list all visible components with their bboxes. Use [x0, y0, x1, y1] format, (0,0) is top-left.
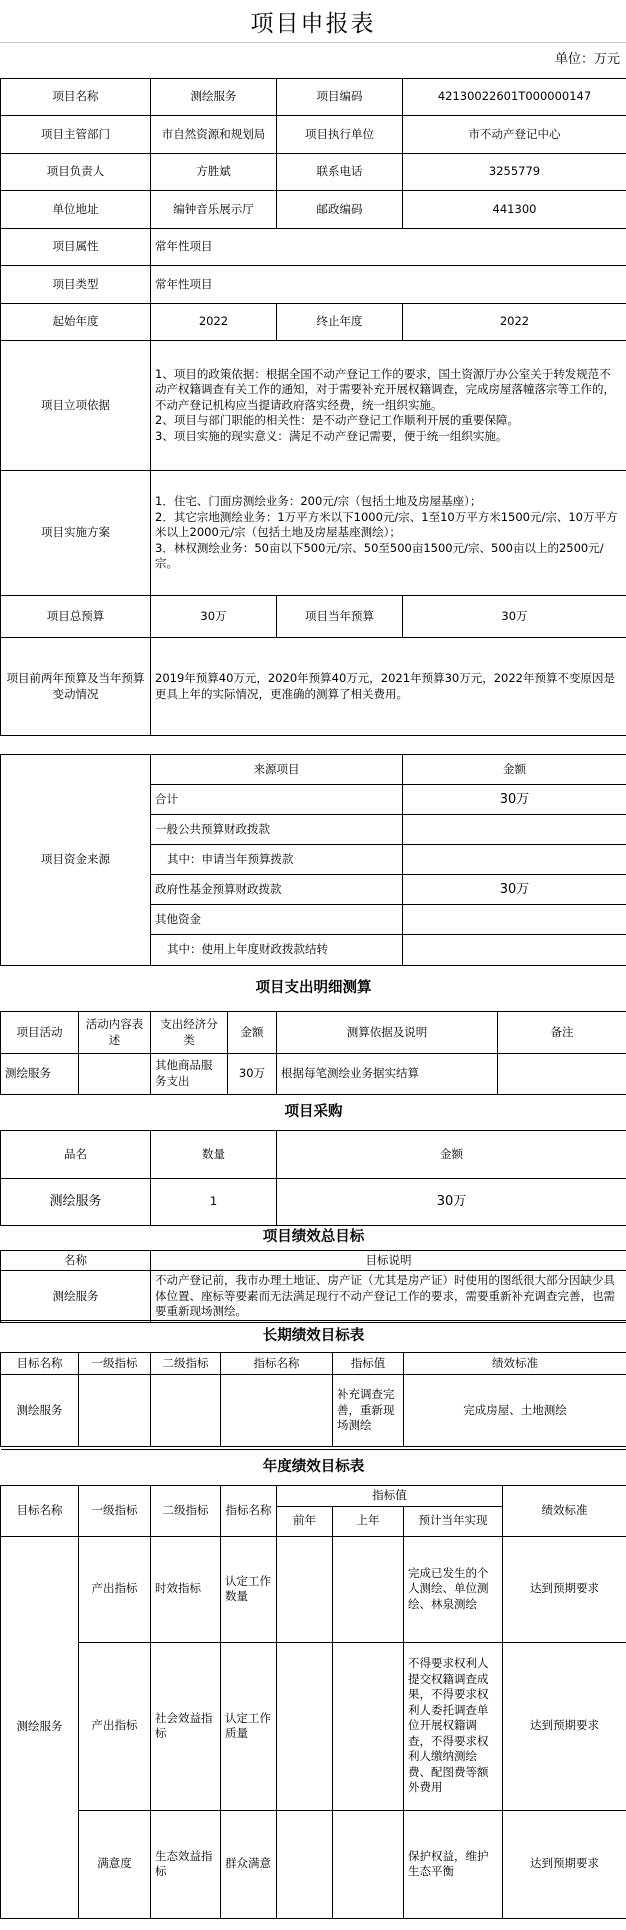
- leader-label: 项目负责人: [1, 154, 151, 191]
- annual-goal-section-title: 年度绩效目标表: [1, 1450, 626, 1486]
- funding-row-amount: [403, 935, 626, 966]
- annual-cell: [277, 1810, 333, 1918]
- goal-header: 名称: [1, 1250, 151, 1271]
- annual-cell: 群众满意: [221, 1810, 277, 1918]
- annual-cell: 完成已发生的个人测绘、单位测绘、林泉测绘: [404, 1536, 503, 1642]
- annual-cell: 时效指标: [151, 1536, 221, 1642]
- long-goal-header: 指标值: [333, 1353, 404, 1375]
- funding-col-source: 来源项目: [151, 755, 403, 785]
- basis-line: 1、项目的政策依据：根据全国不动产登记工作的要求，国土资源厅办公室关于转发规范不动产权籍调查有关工作的通知，对于需要补充开展权籍调查，完成房屋落幢落宗等工作的，不动产登记机构应当提请政府落实经费，统一组织实施。: [155, 366, 615, 412]
- plan-line: 2．其它宗地测绘业务：1万平方米以下1000元/宗、1至10万平方米1500元/宗、10万平方米以上2000元/宗（包括土地及房屋基座测绘）；: [155, 509, 618, 540]
- type-value: 常年性项目: [151, 266, 626, 304]
- plan-text: [151, 471, 626, 596]
- annual-cell: 达到预期要求: [503, 1810, 626, 1918]
- total-budget-value: 30万: [151, 596, 277, 638]
- annual-cell: [277, 1536, 333, 1642]
- attr-label: 项目属性: [1, 229, 151, 266]
- purchase-table: [0, 1094, 626, 1226]
- unit-label: 单位：万元: [554, 52, 620, 67]
- basis-line: 3、项目实施的现实意义：满足不动产登记需要，便于统一组织实施。: [155, 428, 508, 443]
- long-goal-header: 目标名称: [1, 1353, 79, 1375]
- purchase-cell: 测绘服务: [1, 1179, 151, 1226]
- funding-row-amount: [403, 845, 626, 875]
- annual-cell: 达到预期要求: [503, 1642, 626, 1810]
- address-label: 单位地址: [1, 191, 151, 229]
- funding-row-name: 其中：申请当年预算拨款: [151, 845, 403, 875]
- plan-line: 3．林权测绘业务：50亩以下500元/宗、50至500亩1500元/宗、500亩以上的2500元/宗。: [155, 540, 604, 571]
- long-goal-section-title: 长期绩效目标表: [1, 1321, 626, 1353]
- annual-cell: 产出指标: [79, 1536, 151, 1642]
- expense-section-title: 项目支出明细测算: [1, 966, 626, 1012]
- goal-table: [0, 1225, 626, 1323]
- expense-cell: [79, 1054, 151, 1095]
- phone-label: 联系电话: [277, 154, 403, 191]
- funding-row-name: 其他资金: [151, 905, 403, 935]
- long-goal-cell: 测绘服务: [1, 1375, 79, 1447]
- year-budget-label: 项目当年预算: [277, 596, 403, 638]
- type-label: 项目类型: [1, 266, 151, 304]
- goal-text: 不动产登记前，我市办理土地证、房产证（尤其是房产证）时使用的图纸很大部分因缺少具体位置、座标等要素而无法满足现行不动产登记工作的要求，需要重新补充调查完善，也需要重新现场测绘。: [151, 1271, 626, 1323]
- funding-col-amount: 金额: [403, 755, 626, 785]
- expense-header: 项目活动: [1, 1012, 79, 1054]
- expense-header: 活动内容表述: [79, 1012, 151, 1054]
- annual-cell: [333, 1642, 404, 1810]
- dept-value: 市自然资源和规划局: [151, 116, 277, 154]
- purchase-header: 品名: [1, 1131, 151, 1179]
- expense-cell: [498, 1054, 626, 1095]
- long-goal-cell: 补充调查完善，重新现场测绘: [333, 1375, 404, 1447]
- long-goal-cell: 完成房屋、土地测绘: [404, 1375, 626, 1447]
- expense-header: 支出经济分类: [151, 1012, 228, 1054]
- plan-line: 1．住宅、门面房测绘业务：200元/宗（包括土地及房屋基座）；: [155, 494, 482, 509]
- expense-cell: 根据每笔测绘业务据实结算: [277, 1054, 498, 1095]
- annual-cell: [333, 1536, 404, 1642]
- long-goal-cell: [151, 1375, 221, 1447]
- basis-line: 2、项目与部门职能的相关性：是不动产登记工作顺利开展的重要保障。: [155, 413, 519, 428]
- basis-text: [151, 341, 626, 471]
- expense-header: 测算依据及说明: [277, 1012, 498, 1054]
- project-name-value: 测绘服务: [151, 79, 277, 116]
- project-code-label: 项目编码: [277, 79, 403, 116]
- project-name-label: 项目名称: [1, 79, 151, 116]
- start-year-label: 起始年度: [1, 304, 151, 341]
- zip-label: 邮政编码: [277, 191, 403, 229]
- annual-header-expect: 预计当年实现: [404, 1506, 503, 1536]
- expense-header: 备注: [498, 1012, 626, 1054]
- annual-header-l2: 二级指标: [151, 1486, 221, 1537]
- long-goal-header: 指标名称: [221, 1353, 333, 1375]
- annual-cell: 保护权益，维护生态平衡: [404, 1810, 503, 1918]
- year-budget-value: 30万: [403, 596, 626, 638]
- change-label: 项目前两年预算及当年预算变动情况: [1, 638, 151, 736]
- funding-row-amount: [403, 905, 626, 935]
- dept-label: 项目主管部门: [1, 116, 151, 154]
- basis-label: 项目立项依据: [1, 341, 151, 471]
- long-goal-cell: [221, 1375, 333, 1447]
- annual-cell: 认定工作数量: [221, 1536, 277, 1642]
- annual-cell: 达到预期要求: [503, 1536, 626, 1642]
- goal-header: 目标说明: [151, 1250, 626, 1271]
- funding-row-name: 政府性基金预算财政拨款: [151, 875, 403, 905]
- plan-label: 项目实施方案: [1, 471, 151, 596]
- start-year-value: 2022: [151, 304, 277, 341]
- funding-row-name: 合计: [151, 785, 403, 815]
- funding-row-name: 其中：使用上年度财政拨款结转: [151, 935, 403, 966]
- funding-row-amount: 30万: [403, 875, 626, 905]
- long-goal-header: 二级指标: [151, 1353, 221, 1375]
- end-year-label: 终止年度: [277, 304, 403, 341]
- page-title: 项目申报表: [0, 0, 626, 43]
- purchase-cell: 1: [151, 1179, 277, 1226]
- expense-cell: 测绘服务: [1, 1054, 79, 1095]
- annual-goal-table: [0, 1449, 626, 1919]
- address-value: 编钟音乐展示厅: [151, 191, 277, 229]
- expense-cell: 其他商品服务支出: [151, 1054, 228, 1095]
- attr-value: 常年性项目: [151, 229, 626, 266]
- long-goal-table: [0, 1320, 626, 1447]
- basic-info-table: [0, 78, 626, 736]
- annual-header-last: 上年: [333, 1506, 404, 1536]
- funding-row-amount: 30万: [403, 785, 626, 815]
- change-text: 2019年预算40万元，2020年预算40万元，2021年预算30万元，2022年预算不变原因是更具上年的实际情况，更准确的测算了相关费用。: [151, 638, 626, 736]
- purchase-header: 数量: [151, 1131, 277, 1179]
- long-goal-header: 绩效标准: [404, 1353, 626, 1375]
- purchase-cell: 30万: [277, 1179, 626, 1226]
- annual-cell: [277, 1642, 333, 1810]
- annual-cell: [333, 1810, 404, 1918]
- goal-section-title: 项目绩效总目标: [1, 1226, 626, 1251]
- annual-header-indicator: 指标名称: [221, 1486, 277, 1537]
- annual-header-name: 目标名称: [1, 1486, 79, 1537]
- expense-header: 金额: [228, 1012, 277, 1054]
- exec-unit-value: 市不动产登记中心: [403, 116, 626, 154]
- long-goal-header: 一级指标: [79, 1353, 151, 1375]
- leader-value: 方胜斌: [151, 154, 277, 191]
- project-code-value: 42130022601T000000147: [403, 79, 626, 116]
- annual-cell: 认定工作质量: [221, 1642, 277, 1810]
- expense-cell: 30万: [228, 1054, 277, 1095]
- purchase-header: 金额: [277, 1131, 626, 1179]
- annual-cell: 不得要求权利人提交权籍调查成果，不得要求权利人委托调查单位开展权籍调查，不得要求权利人缴纳测绘费、配图费等额外费用: [404, 1642, 503, 1810]
- end-year-value: 2022: [403, 304, 626, 341]
- annual-cell: 社会效益指标: [151, 1642, 221, 1810]
- annual-header-prev: 前年: [277, 1506, 333, 1536]
- long-goal-cell: [79, 1375, 151, 1447]
- exec-unit-label: 项目执行单位: [277, 116, 403, 154]
- purchase-section-title: 项目采购: [1, 1095, 626, 1131]
- annual-header-standard: 绩效标准: [503, 1486, 626, 1537]
- annual-header-l1: 一级指标: [79, 1486, 151, 1537]
- expense-table: [0, 965, 626, 1095]
- annual-cell: 满意度: [79, 1810, 151, 1918]
- phone-value: 3255779: [403, 154, 626, 191]
- funding-row-amount: [403, 815, 626, 845]
- annual-goal-name: 测绘服务: [1, 1536, 79, 1918]
- funding-row-name: 一般公共预算财政拨款: [151, 815, 403, 845]
- annual-cell: 生态效益指标: [151, 1810, 221, 1918]
- funding-label: 项目资金来源: [1, 755, 151, 966]
- total-budget-label: 项目总预算: [1, 596, 151, 638]
- funding-table: [0, 754, 626, 966]
- annual-header-value: 指标值: [277, 1486, 503, 1507]
- annual-cell: 产出指标: [79, 1642, 151, 1810]
- goal-name: 测绘服务: [1, 1271, 151, 1323]
- zip-value: 441300: [403, 191, 626, 229]
